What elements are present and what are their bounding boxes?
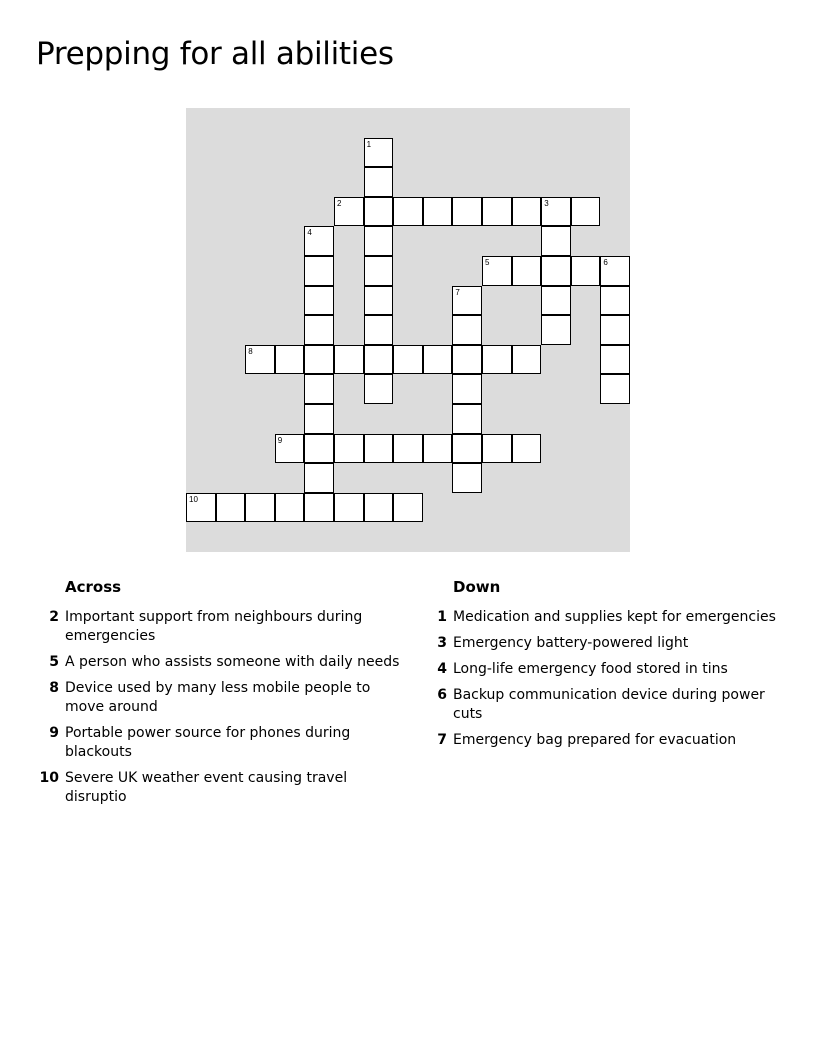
cell-number: 5 — [485, 258, 490, 267]
grid-cell[interactable] — [512, 256, 542, 286]
grid-cell[interactable] — [541, 286, 571, 316]
grid-cell[interactable] — [571, 197, 601, 227]
grid-cell[interactable] — [334, 197, 364, 227]
cell-number: 2 — [337, 198, 342, 208]
grid-cell[interactable] — [541, 226, 571, 256]
grid-cell[interactable] — [452, 197, 482, 227]
grid-cell[interactable] — [541, 197, 571, 227]
grid-cell[interactable] — [482, 197, 512, 227]
across-heading: Across — [65, 578, 122, 596]
cell-number: 7 — [455, 287, 460, 297]
grid-cell[interactable] — [541, 256, 571, 286]
clue-down — [426, 634, 796, 653]
grid-cell[interactable] — [452, 286, 482, 316]
grid-cell[interactable] — [600, 315, 630, 345]
grid-cell[interactable] — [482, 345, 512, 375]
clue-text: Long-life emergency food stored in tins — [453, 661, 728, 677]
grid-cell[interactable] — [423, 345, 453, 375]
clue-text: Emergency bag prepared for evacuation — [453, 732, 737, 748]
grid-cell[interactable] — [334, 493, 364, 523]
cell-number: 1 — [366, 139, 372, 149]
clue-number: 1 — [437, 609, 447, 625]
grid-cell[interactable] — [452, 463, 482, 493]
clue-number: 2 — [49, 609, 59, 625]
grid-cell[interactable] — [452, 434, 482, 464]
clue-down — [426, 660, 796, 679]
grid-cell[interactable] — [304, 404, 334, 434]
grid-cell[interactable] — [452, 315, 482, 345]
grid-cell[interactable] — [423, 197, 453, 227]
grid-cell[interactable] — [512, 345, 542, 375]
clue-number: 9 — [49, 725, 59, 741]
clue-number: 4 — [437, 661, 447, 677]
clue-text: Important support from neighbours during emergencies — [65, 609, 363, 644]
grid-cell[interactable] — [364, 345, 394, 375]
clue-across — [38, 769, 408, 807]
grid-cell[interactable] — [364, 167, 394, 197]
grid-cell[interactable] — [275, 493, 305, 523]
clue-text: Severe UK weather event causing travel disruptio — [65, 770, 348, 805]
clue-number: 3 — [437, 635, 447, 651]
grid-cell[interactable] — [364, 138, 394, 168]
cell-number: 9 — [277, 435, 283, 445]
grid-cell[interactable] — [512, 197, 542, 227]
grid-cell[interactable] — [334, 434, 364, 464]
grid-cell[interactable] — [304, 286, 334, 316]
crossword-grid — [186, 108, 630, 552]
clue-number: 8 — [49, 680, 59, 696]
grid-cell[interactable] — [364, 315, 394, 345]
clue-down — [426, 608, 796, 627]
cell-number: 8 — [248, 346, 253, 356]
grid-cell[interactable] — [216, 493, 246, 523]
grid-cell[interactable] — [452, 404, 482, 434]
grid-cell[interactable] — [334, 345, 364, 375]
cell-number: 10 — [189, 494, 198, 504]
grid-cell[interactable] — [304, 493, 334, 523]
clue-number: 5 — [49, 654, 59, 670]
across-clues — [38, 576, 408, 814]
clue-number: 6 — [437, 687, 447, 703]
clue-text: Device used by many less mobile people to move around — [65, 680, 371, 715]
grid-cell[interactable] — [571, 256, 601, 286]
grid-cell[interactable] — [304, 315, 334, 345]
grid-cell[interactable] — [364, 286, 394, 316]
grid-cell[interactable] — [452, 345, 482, 375]
clue-text: Emergency battery-powered light — [453, 635, 689, 651]
grid-cell[interactable] — [186, 493, 216, 523]
grid-cell[interactable] — [600, 345, 630, 375]
grid-cell[interactable] — [600, 286, 630, 316]
grid-cell[interactable] — [423, 434, 453, 464]
grid-cell[interactable] — [304, 256, 334, 286]
grid-cell[interactable] — [512, 434, 542, 464]
grid-cell[interactable] — [304, 463, 334, 493]
grid-cell[interactable] — [275, 434, 305, 464]
grid-cell[interactable] — [452, 374, 482, 404]
grid-cell[interactable] — [600, 256, 630, 286]
grid-cell[interactable] — [304, 434, 334, 464]
grid-cell[interactable] — [245, 345, 275, 375]
down-heading: Down — [453, 578, 501, 596]
clue-down — [426, 686, 796, 724]
clue-text: Portable power source for phones during blackouts — [65, 725, 351, 760]
grid-cell[interactable] — [393, 493, 423, 523]
grid-cell[interactable] — [364, 434, 394, 464]
clue-down — [426, 731, 796, 750]
grid-cell[interactable] — [364, 493, 394, 523]
page-title: Prepping for all abilities — [36, 36, 394, 72]
grid-cell[interactable] — [275, 345, 305, 375]
clue-across — [38, 679, 408, 717]
cell-number: 4 — [307, 228, 312, 238]
grid-cell[interactable] — [482, 434, 512, 464]
clue-number: 7 — [437, 732, 447, 748]
grid-cell[interactable] — [600, 374, 630, 404]
clue-number: 10 — [39, 770, 59, 786]
clue-across — [38, 724, 408, 762]
grid-cell[interactable] — [482, 256, 512, 286]
grid-cell[interactable] — [245, 493, 275, 523]
clue-text: Backup communication device during power cuts — [453, 687, 765, 722]
grid-cell[interactable] — [393, 434, 423, 464]
grid-cell[interactable] — [304, 374, 334, 404]
clue-across — [38, 653, 408, 672]
cell-number: 6 — [603, 258, 608, 267]
grid-cell[interactable] — [304, 226, 334, 256]
down-clues — [426, 576, 796, 757]
grid-cell[interactable] — [364, 256, 394, 286]
grid-cell[interactable] — [393, 345, 423, 375]
clue-text: Medication and supplies kept for emergencies — [453, 609, 776, 625]
grid-cell[interactable] — [364, 197, 394, 227]
grid-cell[interactable] — [541, 315, 571, 345]
cell-number: 3 — [544, 198, 549, 208]
grid-cell[interactable] — [364, 374, 394, 404]
grid-cell[interactable] — [393, 197, 423, 227]
clue-text: A person who assists someone with daily needs — [65, 654, 400, 670]
grid-cell[interactable] — [364, 226, 394, 256]
grid-cell[interactable] — [304, 345, 334, 375]
clue-across — [38, 608, 408, 646]
